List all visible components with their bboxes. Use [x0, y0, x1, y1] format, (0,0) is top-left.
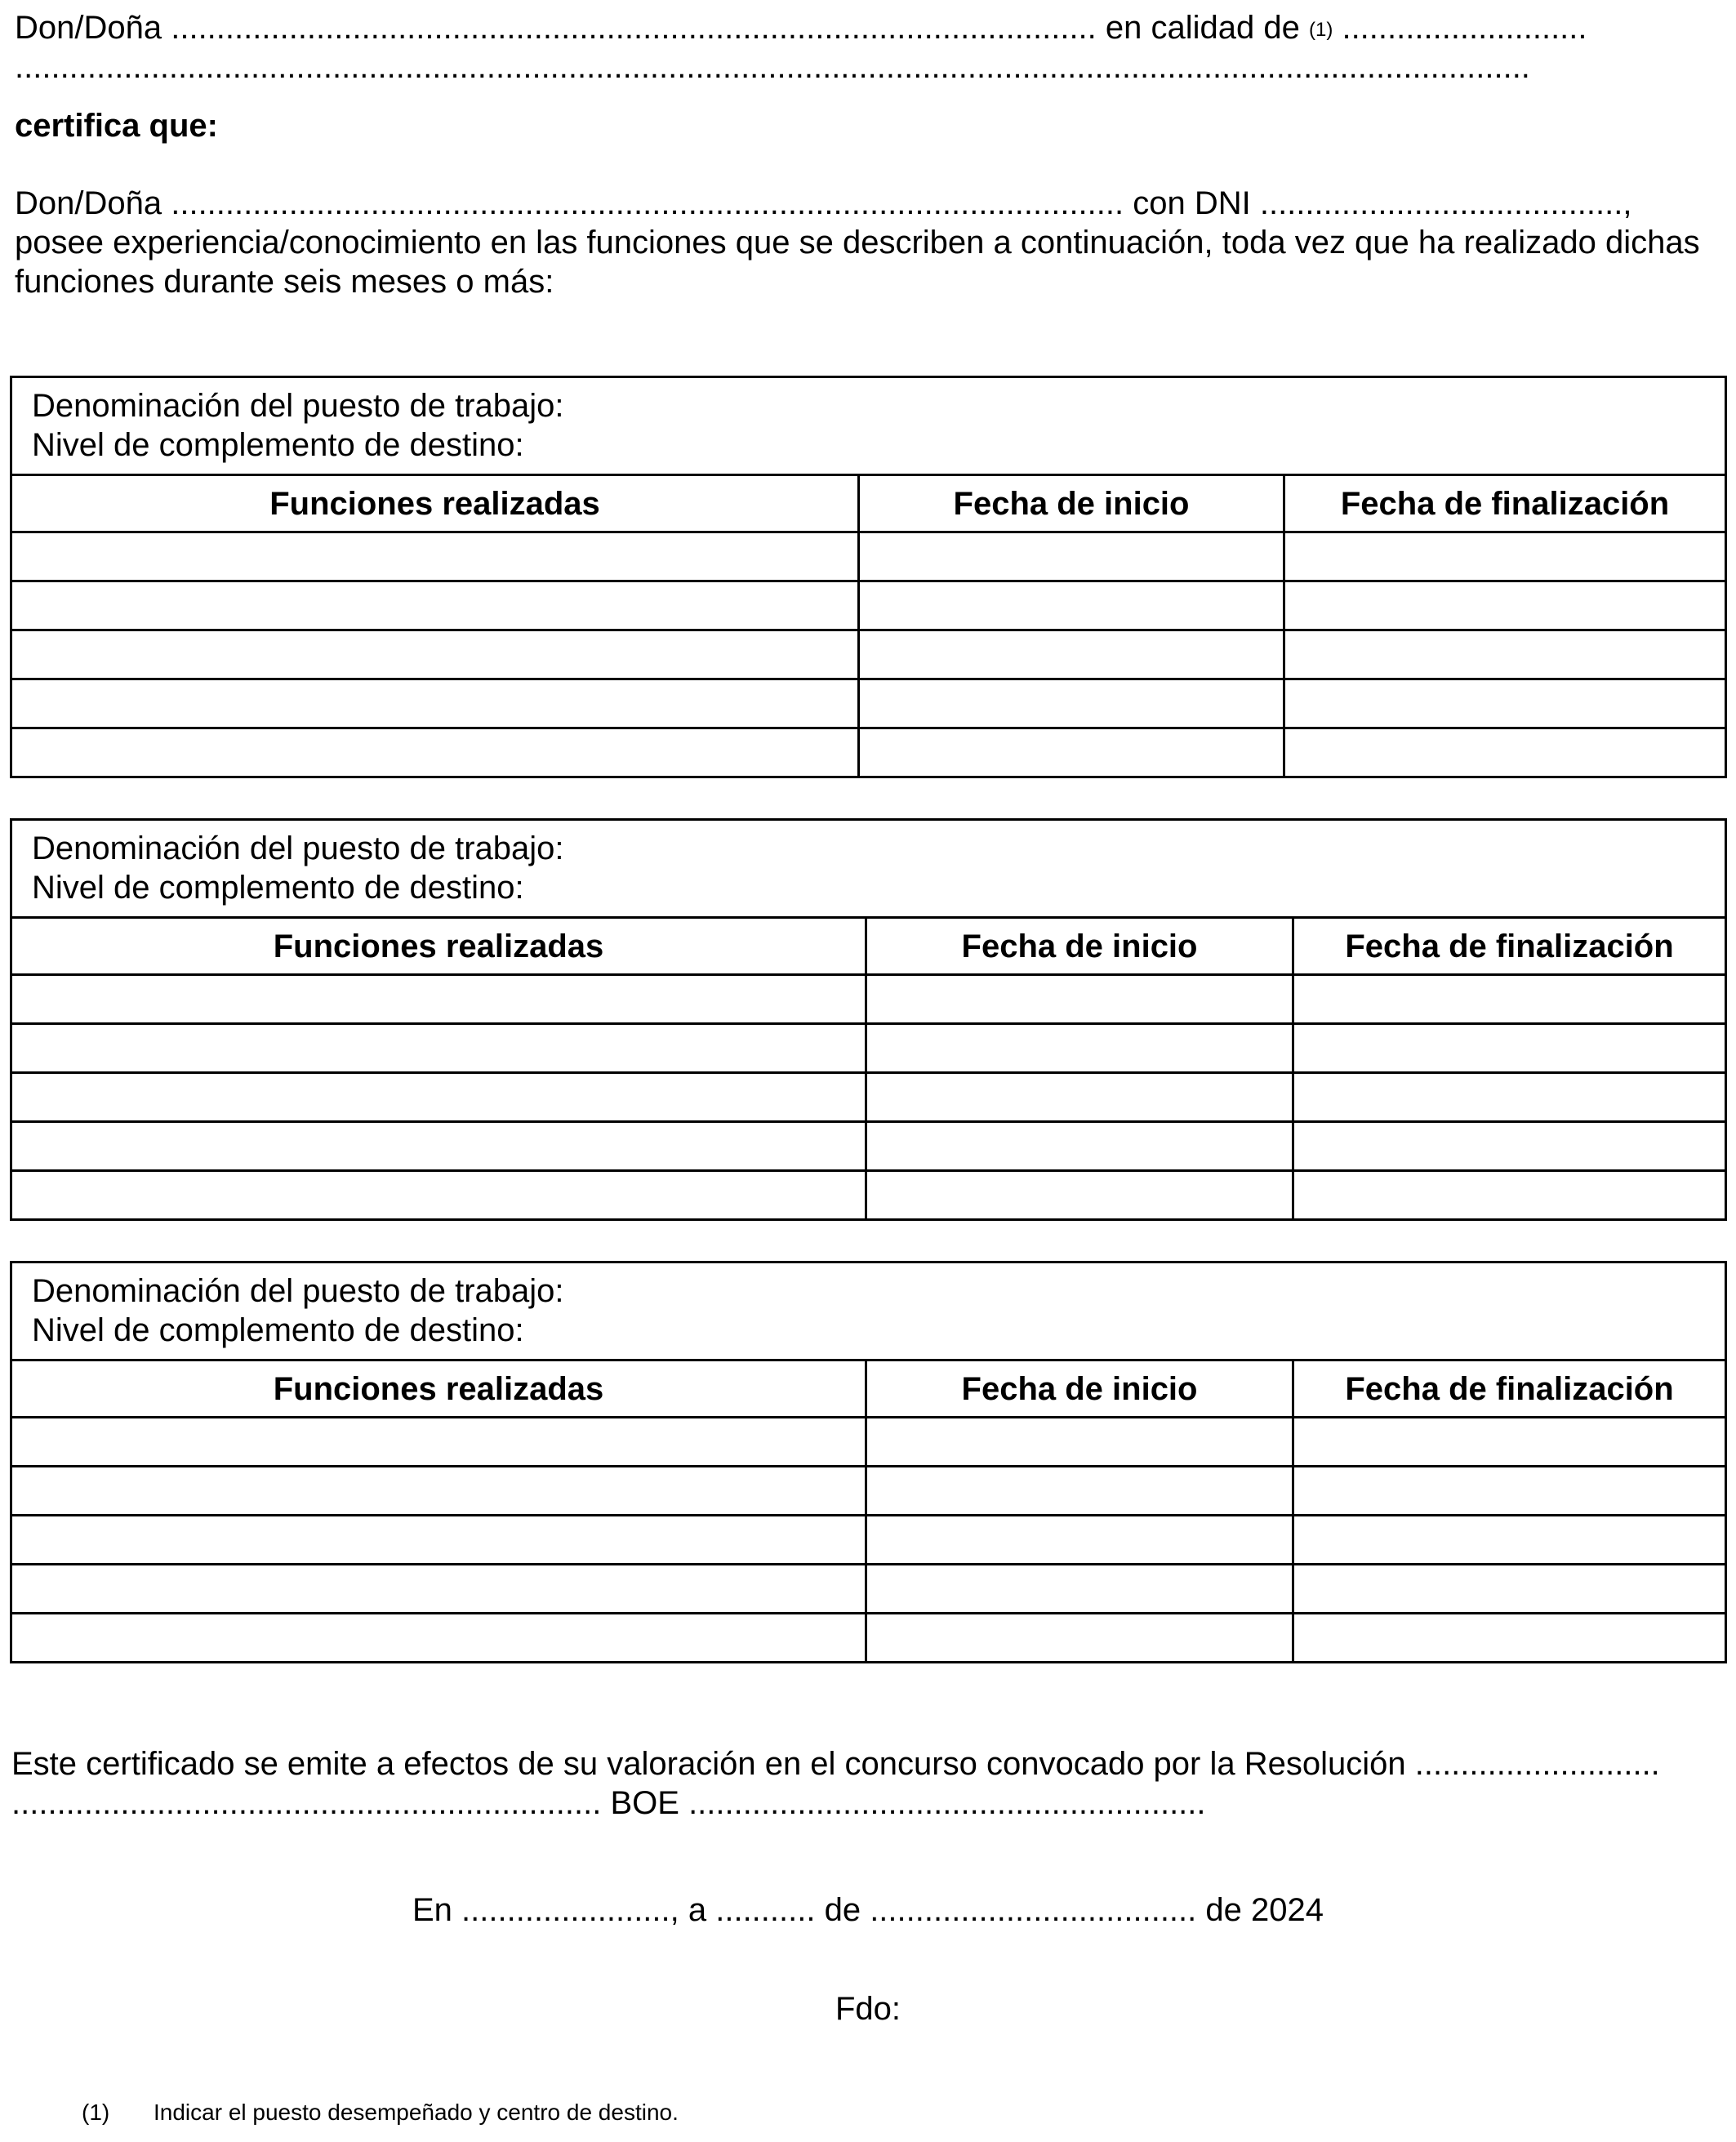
footnote	[82, 2099, 679, 2126]
header-line-1-suffix: ...........................	[1333, 10, 1587, 46]
header-line-2: .......................................................................................................................................................................	[15, 49, 1530, 85]
column-header-end-date: Fecha de finalización	[1284, 475, 1726, 532]
start-date-cell[interactable]	[866, 1073, 1293, 1122]
person-line: Don/Doña ......................................................................................................... con DNI ........................................,	[15, 185, 1632, 221]
functions-cell[interactable]	[11, 1171, 866, 1220]
end-date-cell[interactable]	[1293, 975, 1726, 1024]
column-header-start-date: Fecha de inicio	[866, 1360, 1293, 1418]
footnote-marker: (1)	[82, 2100, 110, 2125]
column-header-functions: Funciones realizadas	[11, 1360, 866, 1418]
signature-label: Fdo:	[835, 1991, 901, 2027]
functions-cell[interactable]	[11, 975, 866, 1024]
functions-cell[interactable]	[11, 1467, 866, 1516]
end-date-cell[interactable]	[1293, 1171, 1726, 1220]
functions-cell[interactable]	[11, 1073, 866, 1122]
table-row	[11, 1565, 1726, 1614]
column-header-end-date: Fecha de finalización	[1293, 1360, 1726, 1418]
experience-text-line-2: funciones durante seis meses o más:	[15, 264, 554, 300]
column-header-start-date: Fecha de inicio	[859, 475, 1284, 532]
start-date-cell[interactable]	[859, 679, 1284, 728]
column-header-start-date: Fecha de inicio	[866, 918, 1293, 975]
end-date-cell[interactable]	[1293, 1122, 1726, 1171]
position-level-label: Nivel de complemento de destino:	[32, 427, 524, 463]
end-date-cell[interactable]	[1284, 581, 1726, 630]
table-row	[11, 1614, 1726, 1663]
footnote-text: Indicar el puesto desempeñado y centro de destino.	[154, 2100, 679, 2125]
functions-cell[interactable]	[11, 679, 859, 728]
table-row	[11, 1418, 1726, 1467]
start-date-cell[interactable]	[859, 581, 1284, 630]
position-title-label: Denominación del puesto de trabajo:	[32, 1273, 564, 1309]
header-line-1	[15, 8, 1587, 50]
column-header-functions: Funciones realizadas	[11, 918, 866, 975]
table-row	[11, 1073, 1726, 1122]
table-row	[11, 581, 1726, 630]
end-date-cell[interactable]	[1293, 1467, 1726, 1516]
table-row	[11, 1024, 1726, 1073]
position-level-label: Nivel de complemento de destino:	[32, 870, 524, 906]
functions-cell[interactable]	[11, 1024, 866, 1073]
start-date-cell[interactable]	[866, 1024, 1293, 1073]
footnote-reference: (1)	[1309, 19, 1333, 41]
table-row	[11, 630, 1726, 679]
start-date-cell[interactable]	[866, 1122, 1293, 1171]
column-header-row	[11, 475, 1726, 532]
experience-text-line-1: posee experiencia/conocimiento en las funciones que se describen a continuación, toda vez que ha realizado dichas	[15, 225, 1700, 261]
position-header-row	[11, 820, 1726, 918]
functions-cell[interactable]	[11, 1418, 866, 1467]
start-date-cell[interactable]	[866, 975, 1293, 1024]
position-level-label: Nivel de complemento de destino:	[32, 1312, 524, 1348]
table-row	[11, 1467, 1726, 1516]
position-header-row	[11, 1262, 1726, 1360]
end-date-cell[interactable]	[1293, 1614, 1726, 1663]
functions-cell[interactable]	[11, 1614, 866, 1663]
start-date-cell[interactable]	[866, 1171, 1293, 1220]
functions-cell[interactable]	[11, 1122, 866, 1171]
table-row	[11, 975, 1726, 1024]
column-header-row	[11, 918, 1726, 975]
end-date-cell[interactable]	[1284, 728, 1726, 777]
end-date-cell[interactable]	[1284, 630, 1726, 679]
start-date-cell[interactable]	[866, 1614, 1293, 1663]
start-date-cell[interactable]	[866, 1467, 1293, 1516]
header-line-1-prefix: Don/Doña ...................................................................................................... en calidad de	[15, 10, 1300, 46]
table-row	[11, 728, 1726, 777]
column-header-row	[11, 1360, 1726, 1418]
functions-cell[interactable]	[11, 630, 859, 679]
column-header-functions: Funciones realizadas	[11, 475, 859, 532]
position-header-row	[11, 377, 1726, 475]
table-row	[11, 1516, 1726, 1565]
functions-cell[interactable]	[11, 728, 859, 777]
end-date-cell[interactable]	[1293, 1565, 1726, 1614]
place-date-line: En ......................., a ........... de .................................... de 2024	[412, 1892, 1324, 1928]
end-date-cell[interactable]	[1293, 1073, 1726, 1122]
functions-cell[interactable]	[11, 532, 859, 581]
table-row	[11, 532, 1726, 581]
end-date-cell[interactable]	[1284, 679, 1726, 728]
end-date-cell[interactable]	[1293, 1516, 1726, 1565]
functions-cell[interactable]	[11, 581, 859, 630]
position-table-1	[10, 376, 1727, 778]
table-row	[11, 679, 1726, 728]
start-date-cell[interactable]	[866, 1565, 1293, 1614]
start-date-cell[interactable]	[859, 728, 1284, 777]
position-title-label: Denominación del puesto de trabajo:	[32, 388, 564, 424]
end-date-cell[interactable]	[1293, 1418, 1726, 1467]
start-date-cell[interactable]	[866, 1516, 1293, 1565]
end-date-cell[interactable]	[1293, 1024, 1726, 1073]
position-header	[11, 1262, 1726, 1360]
table-row	[11, 1171, 1726, 1220]
start-date-cell[interactable]	[859, 630, 1284, 679]
closing-line-1: Este certificado se emite a efectos de su valoración en el concurso convocado por la Resolución ...........................	[11, 1746, 1660, 1782]
start-date-cell[interactable]	[866, 1418, 1293, 1467]
functions-cell[interactable]	[11, 1565, 866, 1614]
closing-line-2: ................................................................. BOE .........................................................	[11, 1785, 1206, 1821]
table-row	[11, 1122, 1726, 1171]
start-date-cell[interactable]	[859, 532, 1284, 581]
functions-cell[interactable]	[11, 1516, 866, 1565]
position-header	[11, 820, 1726, 918]
position-title-label: Denominación del puesto de trabajo:	[32, 831, 564, 866]
position-table-3	[10, 1261, 1727, 1663]
position-header	[11, 377, 1726, 475]
certifies-heading: certifica que:	[15, 108, 218, 144]
position-table-2	[10, 818, 1727, 1221]
end-date-cell[interactable]	[1284, 532, 1726, 581]
column-header-end-date: Fecha de finalización	[1293, 918, 1726, 975]
